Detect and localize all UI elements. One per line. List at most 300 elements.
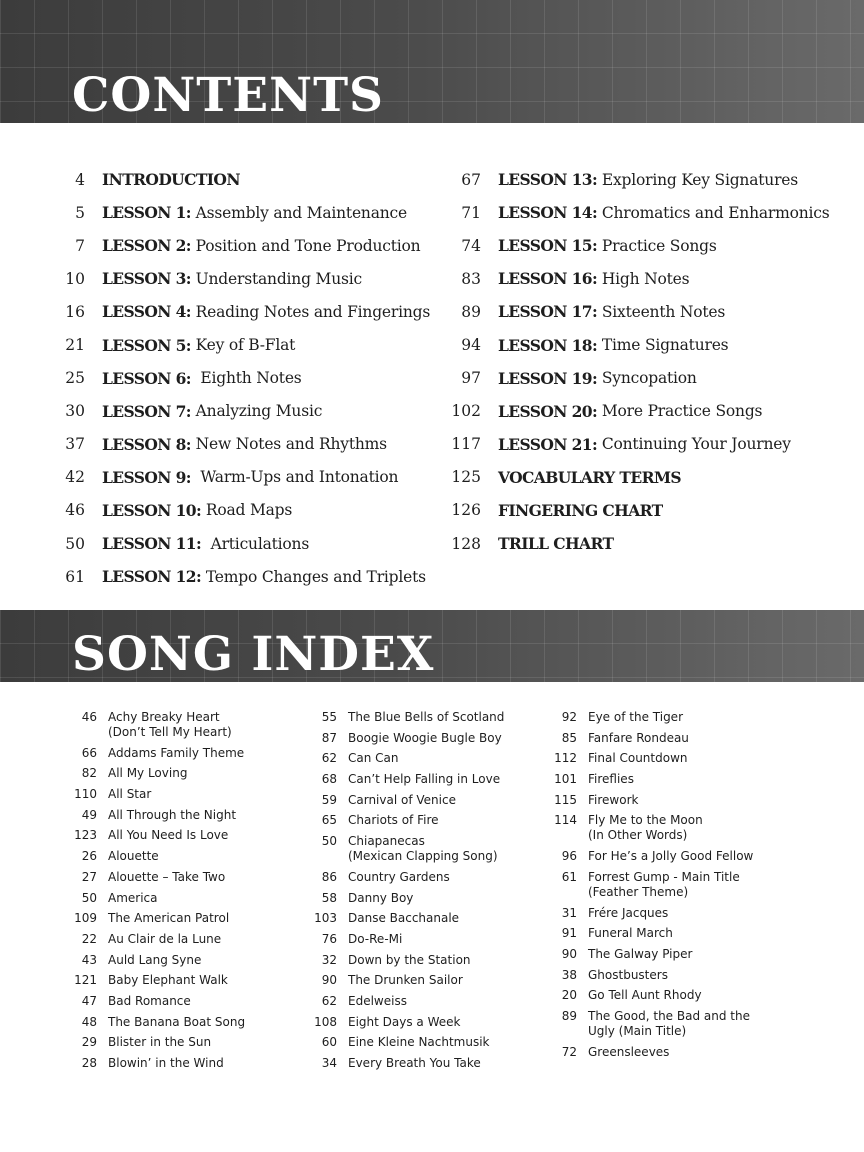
song-title-line: Eine Kleine Nachtmusik xyxy=(348,1035,490,1050)
song-title-line: Frére Jacques xyxy=(588,905,669,920)
song-entry xyxy=(550,988,780,1003)
song-page-number: 121 xyxy=(74,973,97,988)
toc-entry xyxy=(50,262,430,295)
contents-right-column xyxy=(446,163,830,560)
toc-page-number: 61 xyxy=(65,567,85,586)
song-title xyxy=(348,731,540,746)
song-title-line: Eye of the Tiger xyxy=(588,710,683,724)
song-entry xyxy=(550,870,780,900)
song-entry xyxy=(310,731,540,746)
toc-lesson-title: Practice Songs xyxy=(597,236,717,255)
song-title-line: Fanfare Rondeau xyxy=(588,730,689,745)
song-title-line: Eight Days a Week xyxy=(348,1014,461,1029)
toc-lesson-label: LESSON 11: xyxy=(102,534,202,554)
song-title-line: Danny Boy xyxy=(348,890,414,905)
toc-entry xyxy=(446,295,830,328)
song-entry xyxy=(550,813,780,843)
song-title-line: (In Other Words) xyxy=(588,828,688,843)
song-entry xyxy=(70,973,290,988)
toc-lesson-title: Syncopation xyxy=(597,369,697,388)
toc-lesson-title: New Notes and Rhythms xyxy=(190,435,387,454)
song-entry xyxy=(70,808,290,823)
toc-page-number: 89 xyxy=(461,302,481,321)
toc-lesson-label: VOCABULARY TERMS xyxy=(498,467,682,487)
song-title xyxy=(348,793,540,808)
song-title-line: Can Can xyxy=(348,751,399,766)
song-title-line: Blister in the Sun xyxy=(108,1035,212,1050)
song-page-number: 55 xyxy=(321,710,337,724)
song-title-line: Country Gardens xyxy=(348,869,450,884)
song-title-line: Chariots of Fire xyxy=(348,813,439,828)
toc-lesson-title: Key of B-Flat xyxy=(190,336,296,355)
song-page-number: 62 xyxy=(321,751,337,766)
song-title xyxy=(108,953,290,968)
song-entry xyxy=(70,849,290,864)
song-title xyxy=(108,1015,290,1030)
toc-page-number: 125 xyxy=(451,468,481,487)
toc-lesson-title: Assembly and Maintenance xyxy=(190,203,407,222)
song-entry xyxy=(310,911,540,926)
song-page-number: 112 xyxy=(554,751,577,766)
song-title xyxy=(348,994,540,1009)
song-entry xyxy=(70,932,290,947)
song-entry xyxy=(550,926,780,941)
toc-lesson-label: LESSON 21: xyxy=(498,434,598,454)
song-title xyxy=(108,828,290,843)
toc-entry xyxy=(446,229,830,262)
song-entry xyxy=(550,906,780,921)
song-title-line: Alouette xyxy=(108,849,159,864)
toc-page-number: 117 xyxy=(451,435,481,454)
song-title-line: (Don’t Tell My Heart) xyxy=(108,725,232,739)
song-page-number: 47 xyxy=(81,993,97,1008)
song-title xyxy=(588,849,780,864)
song-entry xyxy=(310,994,540,1009)
song-entry xyxy=(70,870,290,885)
toc-lesson-title: Tempo Changes and Triplets xyxy=(201,567,426,586)
song-index-column-3 xyxy=(550,710,780,1065)
song-page-number: 20 xyxy=(561,988,577,1003)
toc-page-number: 83 xyxy=(461,269,481,288)
song-title xyxy=(108,891,290,906)
toc-lesson-label: LESSON 19: xyxy=(498,368,598,388)
toc-page-number: 97 xyxy=(461,369,481,388)
song-page-number: 72 xyxy=(561,1044,577,1059)
contents-banner xyxy=(0,0,864,123)
song-title xyxy=(348,1056,540,1071)
song-page-number: 90 xyxy=(321,973,337,988)
toc-lesson-title: Understanding Music xyxy=(190,269,362,288)
song-title xyxy=(588,813,780,843)
toc-lesson-title: More Practice Songs xyxy=(597,402,763,421)
toc-lesson-title: Time Signatures xyxy=(597,336,729,355)
song-page-number: 68 xyxy=(321,772,337,787)
song-title-line: All My Loving xyxy=(108,766,188,781)
song-entry xyxy=(310,953,540,968)
song-page-number: 109 xyxy=(74,911,97,926)
song-title-line: Alouette – Take Two xyxy=(108,869,226,884)
song-entry xyxy=(70,746,290,761)
song-title-line: The Good, the Bad and the xyxy=(588,1008,750,1023)
song-entry xyxy=(550,968,780,983)
song-page-number: 34 xyxy=(321,1056,337,1070)
toc-entry xyxy=(446,494,830,527)
song-page-number: 62 xyxy=(321,993,337,1008)
toc-lesson-title: Chromatics and Enharmonics xyxy=(597,203,830,222)
song-page-number: 87 xyxy=(321,730,337,745)
toc-page-number: 16 xyxy=(65,302,85,321)
song-title xyxy=(588,710,780,725)
song-page-number: 50 xyxy=(81,890,97,905)
song-entry xyxy=(310,932,540,947)
toc-lesson-label: LESSON 15: xyxy=(498,236,598,256)
song-title-line: Au Clair de la Lune xyxy=(108,931,222,946)
song-title xyxy=(348,932,540,947)
toc-entry xyxy=(50,461,430,494)
song-page-number: 101 xyxy=(554,772,577,787)
song-entry xyxy=(310,793,540,808)
toc-page-number: 7 xyxy=(75,236,85,255)
song-entry xyxy=(70,828,290,843)
toc-page-number: 74 xyxy=(461,236,481,255)
song-title xyxy=(588,988,780,1003)
song-page-number: 28 xyxy=(81,1056,97,1070)
song-title xyxy=(348,953,540,968)
song-entry xyxy=(70,953,290,968)
song-title-line: Bad Romance xyxy=(108,993,191,1008)
toc-entry xyxy=(50,163,430,196)
song-title xyxy=(348,973,540,988)
song-title xyxy=(348,813,540,828)
song-page-number: 50 xyxy=(321,834,337,849)
song-entry xyxy=(550,731,780,746)
song-title-line: All Star xyxy=(108,787,152,802)
song-index-column-2 xyxy=(310,710,540,1077)
toc-page-number: 126 xyxy=(451,501,481,520)
song-index-banner xyxy=(0,610,864,682)
toc-page-number: 102 xyxy=(451,402,481,421)
song-title xyxy=(588,751,780,766)
song-entry xyxy=(310,813,540,828)
song-entry xyxy=(550,751,780,766)
song-entry xyxy=(70,1015,290,1030)
song-title-line: Down by the Station xyxy=(348,952,471,967)
song-page-number: 59 xyxy=(321,792,337,807)
toc-entry xyxy=(50,196,430,229)
song-title-line: Fireflies xyxy=(588,772,634,787)
song-title xyxy=(108,849,290,864)
toc-lesson-label: LESSON 16: xyxy=(498,269,598,289)
toc-lesson-label: LESSON 2: xyxy=(102,236,191,256)
toc-lesson-label: LESSON 3: xyxy=(102,269,191,289)
song-page-number: 103 xyxy=(314,911,337,926)
song-title xyxy=(348,834,540,864)
song-title xyxy=(588,731,780,746)
toc-page-number: 25 xyxy=(65,369,85,388)
song-title xyxy=(108,1056,290,1071)
toc-page-number: 46 xyxy=(65,501,85,520)
song-entry xyxy=(550,793,780,808)
song-title xyxy=(588,793,780,808)
toc-lesson-title: Position and Tone Production xyxy=(190,236,421,255)
song-entry xyxy=(70,891,290,906)
toc-lesson-title: Road Maps xyxy=(201,501,293,520)
song-entry xyxy=(550,772,780,787)
song-title xyxy=(588,968,780,983)
toc-lesson-label: LESSON 12: xyxy=(102,567,202,587)
toc-entry xyxy=(446,163,830,196)
song-page-number: 38 xyxy=(561,967,577,982)
song-title xyxy=(588,1009,780,1039)
song-entry xyxy=(310,1056,540,1071)
song-page-number: 91 xyxy=(561,926,577,941)
toc-lesson-label: LESSON 10: xyxy=(102,500,202,520)
toc-entry xyxy=(446,262,830,295)
song-title xyxy=(348,772,540,787)
song-title-line: Blowin’ in the Wind xyxy=(108,1056,224,1070)
toc-entry xyxy=(50,527,430,560)
song-entry xyxy=(310,870,540,885)
song-title-line: Go Tell Aunt Rhody xyxy=(588,988,702,1003)
toc-page-number: 67 xyxy=(461,170,481,189)
toc-lesson-label: LESSON 7: xyxy=(102,401,191,421)
song-title-line: Do-Re-Mi xyxy=(348,931,403,946)
song-title xyxy=(348,870,540,885)
toc-lesson-label: LESSON 9: xyxy=(102,467,191,487)
toc-lesson-label: LESSON 13: xyxy=(498,170,598,190)
toc-lesson-title: High Notes xyxy=(597,269,690,288)
toc-lesson-label: LESSON 20: xyxy=(498,401,598,421)
song-title xyxy=(108,994,290,1009)
song-entry xyxy=(550,710,780,725)
toc-lesson-title: Warm-Ups and Intonation xyxy=(190,468,399,487)
song-title xyxy=(108,932,290,947)
song-page-number: 22 xyxy=(81,931,97,946)
song-page-number: 110 xyxy=(74,787,97,802)
toc-entry xyxy=(50,395,430,428)
toc-entry xyxy=(446,395,830,428)
song-title xyxy=(348,911,540,926)
toc-page-number: 5 xyxy=(75,203,85,222)
toc-entry xyxy=(50,362,430,395)
song-entry xyxy=(70,994,290,1009)
toc-lesson-title: Analyzing Music xyxy=(190,402,323,421)
song-title xyxy=(588,906,780,921)
toc-entry xyxy=(446,527,830,560)
song-entry xyxy=(70,1056,290,1071)
toc-page-number: 10 xyxy=(65,269,85,288)
toc-lesson-label: FINGERING CHART xyxy=(498,500,663,520)
song-title-line: (Mexican Clapping Song) xyxy=(348,849,498,864)
song-title xyxy=(348,710,540,725)
song-title xyxy=(108,746,290,761)
song-title-line: For He’s a Jolly Good Fellow xyxy=(588,849,754,864)
toc-lesson-label: LESSON 14: xyxy=(498,203,598,223)
song-title xyxy=(108,1035,290,1050)
song-index-column-1 xyxy=(70,710,290,1077)
toc-entry xyxy=(446,461,830,494)
song-index-heading: SONG INDEX xyxy=(72,627,435,682)
song-title-line: All You Need Is Love xyxy=(108,828,229,843)
song-entry xyxy=(70,766,290,781)
song-title-line: The Drunken Sailor xyxy=(348,973,463,988)
toc-entry xyxy=(50,494,430,527)
song-entry xyxy=(310,772,540,787)
song-title-line: Ugly (Main Title) xyxy=(588,1023,687,1038)
toc-entry xyxy=(446,428,830,461)
song-title-line: America xyxy=(108,890,158,905)
toc-lesson-label: LESSON 18: xyxy=(498,335,598,355)
song-page-number: 27 xyxy=(81,869,97,884)
toc-lesson-title: Continuing Your Journey xyxy=(597,435,791,454)
toc-entry xyxy=(50,229,430,262)
song-title xyxy=(108,808,290,823)
song-entry xyxy=(310,710,540,725)
song-title xyxy=(108,787,290,802)
song-page-number: 32 xyxy=(321,952,337,967)
song-title-line: Final Countdown xyxy=(588,751,688,766)
song-title-line: Boogie Woogie Bugle Boy xyxy=(348,730,502,745)
toc-lesson-title: Reading Notes and Fingerings xyxy=(190,302,431,321)
song-title-line: Achy Breaky Heart xyxy=(108,710,220,724)
song-entry xyxy=(550,849,780,864)
toc-page-number: 94 xyxy=(461,336,481,355)
song-title-line: Fly Me to the Moon xyxy=(588,813,703,828)
contents-heading: CONTENTS xyxy=(72,68,384,123)
song-page-number: 86 xyxy=(321,869,337,884)
song-page-number: 85 xyxy=(561,730,577,745)
song-title-line: The Galway Piper xyxy=(588,946,693,961)
toc-entry xyxy=(50,428,430,461)
toc-entry xyxy=(50,295,430,328)
song-title-line: Auld Lang Syne xyxy=(108,952,202,967)
song-page-number: 89 xyxy=(561,1008,577,1023)
song-page-number: 65 xyxy=(321,813,337,828)
toc-lesson-title: Articulations xyxy=(201,534,310,553)
song-title-line: Firework xyxy=(588,792,639,807)
song-entry xyxy=(310,1035,540,1050)
song-title-line: Can’t Help Falling in Love xyxy=(348,772,501,787)
song-entry xyxy=(310,751,540,766)
song-page-number: 46 xyxy=(81,710,97,724)
song-page-number: 90 xyxy=(561,946,577,961)
song-title xyxy=(348,1015,540,1030)
song-title-line: (Feather Theme) xyxy=(588,884,689,899)
song-title xyxy=(588,926,780,941)
song-title-line: The Banana Boat Song xyxy=(108,1014,246,1029)
song-entry xyxy=(70,1035,290,1050)
toc-entry xyxy=(446,362,830,395)
song-page-number: 76 xyxy=(321,931,337,946)
song-entry xyxy=(310,973,540,988)
song-title-line: Ghostbusters xyxy=(588,967,668,982)
song-title-line: Greensleeves xyxy=(588,1044,670,1059)
song-title-line: Carnival of Venice xyxy=(348,792,456,807)
song-page-number: 96 xyxy=(561,849,577,864)
song-entry xyxy=(70,787,290,802)
song-title xyxy=(588,947,780,962)
song-entry xyxy=(310,1015,540,1030)
song-entry xyxy=(550,1045,780,1060)
song-title xyxy=(588,870,780,900)
song-title xyxy=(588,772,780,787)
song-page-number: 58 xyxy=(321,890,337,905)
toc-page-number: 30 xyxy=(65,402,85,421)
song-title xyxy=(588,1045,780,1060)
song-title xyxy=(108,870,290,885)
song-page-number: 43 xyxy=(81,952,97,967)
toc-lesson-title: Sixteenth Notes xyxy=(597,302,726,321)
song-page-number: 114 xyxy=(554,813,577,828)
song-title xyxy=(348,1035,540,1050)
song-entry xyxy=(550,947,780,962)
song-title-line: Forrest Gump - Main Title xyxy=(588,869,740,884)
song-title xyxy=(348,891,540,906)
song-page-number: 66 xyxy=(81,745,97,760)
toc-lesson-label: INTRODUCTION xyxy=(102,170,240,190)
song-title-line: Funeral March xyxy=(588,926,673,941)
toc-entry xyxy=(50,560,430,593)
contents-left-column xyxy=(50,163,430,593)
song-entry xyxy=(310,834,540,864)
toc-lesson-label: LESSON 1: xyxy=(102,203,191,223)
song-page-number: 82 xyxy=(81,766,97,781)
song-title-line: Baby Elephant Walk xyxy=(108,973,228,988)
song-title-line: Edelweiss xyxy=(348,993,407,1008)
song-page-number: 61 xyxy=(561,869,577,884)
toc-lesson-label: LESSON 4: xyxy=(102,302,191,322)
song-entry xyxy=(550,1009,780,1039)
song-page-number: 92 xyxy=(561,710,577,724)
toc-page-number: 21 xyxy=(65,336,85,355)
song-page-number: 60 xyxy=(321,1035,337,1050)
toc-page-number: 4 xyxy=(75,170,85,189)
song-entry xyxy=(310,891,540,906)
song-title-line: The Blue Bells of Scotland xyxy=(348,710,505,724)
toc-lesson-title: Exploring Key Signatures xyxy=(597,170,799,189)
song-title-line: Every Breath You Take xyxy=(348,1056,481,1070)
toc-lesson-label: LESSON 6: xyxy=(102,368,191,388)
song-page-number: 123 xyxy=(74,828,97,843)
song-title xyxy=(108,766,290,781)
toc-entry xyxy=(446,196,830,229)
song-title xyxy=(108,911,290,926)
song-title xyxy=(108,973,290,988)
song-page-number: 29 xyxy=(81,1035,97,1050)
toc-entry xyxy=(446,328,830,361)
song-page-number: 108 xyxy=(314,1014,337,1029)
song-page-number: 31 xyxy=(561,905,577,920)
toc-lesson-label: LESSON 5: xyxy=(102,335,191,355)
song-entry xyxy=(70,911,290,926)
toc-lesson-label: LESSON 17: xyxy=(498,302,598,322)
song-title-line: Danse Bacchanale xyxy=(348,911,460,926)
toc-page-number: 50 xyxy=(65,534,85,553)
toc-lesson-title: Eighth Notes xyxy=(190,369,302,388)
toc-page-number: 37 xyxy=(65,435,85,454)
toc-lesson-label: LESSON 8: xyxy=(102,434,191,454)
toc-entry xyxy=(50,328,430,361)
song-page-number: 48 xyxy=(81,1014,97,1029)
toc-page-number: 71 xyxy=(461,203,481,222)
song-page-number: 115 xyxy=(554,792,577,807)
song-page-number: 26 xyxy=(81,849,97,864)
song-page-number: 49 xyxy=(81,807,97,822)
song-title-line: All Through the Night xyxy=(108,807,237,822)
song-title-line: Chiapanecas xyxy=(348,834,425,849)
song-entry xyxy=(70,710,290,740)
song-title-line: Addams Family Theme xyxy=(108,745,245,760)
